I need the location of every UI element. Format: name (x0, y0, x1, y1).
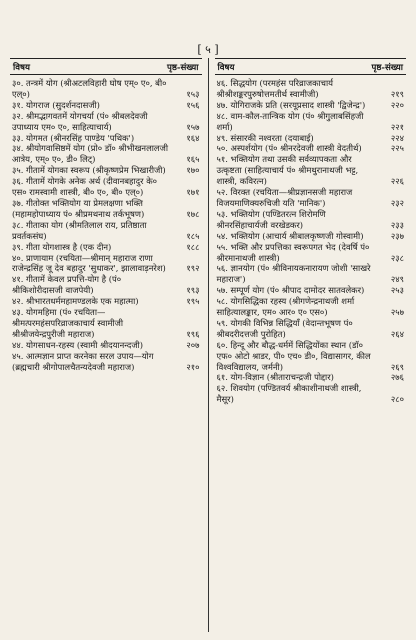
toc-entry (215, 242, 407, 264)
entry-page-number: १५६ (186, 99, 200, 110)
entry-title: ४९. संसारकी नश्वरता (दयाबाई) (216, 132, 314, 143)
entry-page-number: १८८ (186, 241, 200, 252)
entry-page-number: २०७ (186, 339, 200, 350)
toc-entry (215, 209, 407, 231)
page-number: [ ५ ] (197, 43, 219, 56)
entry-title: ४०. प्राणायाम (रचयिता—श्रीमान् महाराज राणा राजेन्द्रसिंह जू देव बहादुर 'सुधाकर', झालावाड़नरेश) (12, 252, 166, 274)
entry-title: ५०. अस्पर्शयोग (पं० श्रीनरदेवजी शास्त्री वेदतीर्थ) (216, 143, 362, 154)
entry-title: ३८. गीताका योग (श्रीमतिलाल राय, प्रतिष्ठाता प्रवर्तकसंघ) (12, 219, 147, 241)
entry-title: ४५. आत्मज्ञान प्राप्त करनेका सरल उपाय—योग (ब्रह्मचारी श्रीगोपालचैतन्यदेवजी महाराज) (12, 350, 154, 372)
entry-page-number: २३७ (390, 230, 404, 241)
toc-entry (215, 78, 407, 100)
entry-page-number: १७० (186, 165, 200, 176)
entry-page-number: २३३ (390, 219, 404, 230)
entry-page-number: २२६ (390, 176, 404, 187)
toc-entry (215, 143, 407, 154)
toc-entry (10, 133, 202, 144)
page-count-heading: पृष्ठ-संख्या (166, 62, 199, 73)
entry-page-number: १९६ (186, 328, 200, 339)
entry-title: ३४. श्रीयोगवासिष्ठमें योग (प्रो० डॉ० श्रीभीखनलालजी आत्रेय, एम्० ए०, डी० लिट्) (12, 143, 168, 165)
entry-title: ४४. योगसाधन-रहस्य (स्वामी श्रीदयानन्दजी) (12, 339, 143, 350)
entry-title: ३१. योगराज (सुदर्शनदासजी) (12, 99, 100, 110)
entry-title: ६२. शिवयोग (पण्डितवर्य श्रीकाशीनाथजी शास्त्री, मैसूर) (216, 383, 362, 405)
entry-title: ४६. सिद्धयोग (परमहंस परिव्राजकाचार्य श्रीश्रीशङ्करपुरुषोत्तमतीर्थ स्वामीजी) (216, 78, 334, 99)
entry-page-number: २५७ (390, 307, 404, 318)
toc-entry (215, 154, 407, 187)
right-entries (215, 78, 407, 632)
entry-title: ५१. भक्तियोग तथा उसकी सर्वव्यापकता और उत्कृष्टता (साहित्याचार्य पं० श्रीमथुरानाथजी भट्ट, शास्त्री, कविरत्न) (216, 154, 359, 187)
toc-entry (10, 143, 202, 165)
entry-page-number: १६४ (186, 132, 200, 143)
entry-title: ५८. योगसिद्धिका रहस्य (श्रीगणेन्द्रनाथजी शर्मा साहित्यालङ्कार, एम० आर० ए० एस०) (216, 296, 355, 318)
entry-page-number: १८५ (186, 230, 200, 241)
entry-page-number: १९५ (186, 296, 200, 307)
entry-title: ५७. सम्पूर्ण योग (पं० श्रीपाद दामोदर सातवलेकर) (216, 285, 365, 296)
entry-title: ३६. गीतामें योगके अनेक अर्थ (दीवानबहादुर के० एस० रामस्वामी शास्त्री, बी० ए०, बी० एल्०) (12, 176, 157, 198)
entry-page-number: २५३ (390, 285, 404, 296)
toc-entry (10, 198, 202, 220)
page-count-heading: पृष्ठ-संख्या (371, 62, 403, 73)
entry-title: ३३. योगमत (श्रीनरसिंह पाण्डेय 'पथिक') (12, 132, 135, 143)
toc-entry (10, 274, 202, 296)
entry-title: ३०. तन्त्रमें योग (श्रीअटलविहारी घोष एम्० ए०, बी० एल्०) (12, 78, 167, 99)
toc-entry (215, 263, 407, 285)
subject-heading: विषय (13, 62, 30, 73)
toc-entry (215, 296, 407, 318)
toc-entry (10, 242, 202, 253)
toc-entry (215, 383, 407, 405)
toc-entry (215, 372, 407, 383)
entry-page-number: २२५ (390, 143, 404, 154)
toc-entry (215, 100, 407, 111)
toc-entry (10, 165, 202, 176)
toc-entry (215, 187, 407, 209)
toc-entry (215, 111, 407, 133)
left-column (10, 58, 202, 632)
entry-title: ५२. विरक्त (रचयिता—श्रीप्रज्ञानसजी महाराज विजयमाणिक्यरुचिजी यति 'मानिक') (216, 187, 353, 208)
entry-title: ३७. गीतोक्त भक्तियोग या प्रेमलक्षणा भक्ति (महामहोपाध्याय पं० श्रीप्रमथनाथ तर्कभूषण) (12, 197, 145, 219)
entry-page-number: १५३ (186, 88, 200, 99)
toc-entry (215, 231, 407, 242)
toc-entry (10, 307, 202, 340)
right-column-header (215, 58, 407, 75)
entry-title: ५९. योगकी विभिन्न सिद्धियाँ (वेदान्तभूषण पं० श्रीबदरीदत्तजी पुरोहित) (216, 317, 353, 339)
toc-entry (10, 351, 202, 373)
entry-page-number: २२४ (390, 132, 404, 143)
toc-entry (10, 100, 202, 111)
entry-page-number: २१९ (390, 88, 404, 99)
entry-title: ४२. श्रीभारतधर्ममहामण्डलके एक महात्मा) (12, 296, 139, 307)
entry-title: ५५. भक्ति और प्रपत्तिका स्वरूपगत भेद (देवर्षि पं० श्रीरमानाथजी शास्त्री) (216, 241, 370, 263)
contents-table (10, 58, 406, 632)
toc-entry (10, 220, 202, 242)
entry-page-number: २३८ (390, 252, 404, 263)
entry-title: ३५. गीतामें योगका स्वरूप (श्रीकृष्णप्रेम भिखारीजी) (12, 165, 166, 176)
entry-title: ६०. हिन्दू और बौद्ध-धर्ममें सिद्धियोंका स्थान (डॉ० एफ० ओटो श्राडर, पी० एच० डी०, विद्यासागर, कील विश्वविद्यालय, जर्मनी) (216, 339, 371, 372)
entry-page-number: २४९ (390, 274, 404, 285)
entry-page-number: २६९ (390, 361, 404, 372)
entry-title: ३२. श्रीमद्भागवतमें योगचर्या (पं० श्रीबलदेवजी उपाध्याय एम० ए०, साहित्याचार्य) (12, 110, 148, 132)
entry-title: ५४. भक्तियोग (आचार्य श्रीबालकृष्णजी गोस्वामी) (216, 230, 364, 241)
toc-entry (10, 111, 202, 133)
right-column (215, 58, 407, 632)
entry-page-number: १७१ (186, 187, 200, 198)
entry-page-number: २७६ (390, 372, 404, 383)
entry-page-number: २३२ (390, 197, 404, 208)
toc-entry (10, 296, 202, 307)
entry-page-number: १६५ (186, 154, 200, 165)
entry-page-number: १९२ (186, 263, 200, 274)
toc-entry (10, 78, 202, 100)
left-column-header (10, 58, 202, 75)
toc-entry (215, 340, 407, 373)
toc-entry (10, 176, 202, 198)
entry-page-number: १९३ (186, 285, 200, 296)
entry-title: ५३. भक्तियोग (पण्डितरत्न शिरोमणि श्रीनरसिंहाचार्यजी वरखेडकर) (216, 208, 326, 230)
entry-page-number: १७८ (186, 208, 200, 219)
entry-page-number: २२१ (390, 121, 404, 132)
entry-title: ६१. योग-विज्ञान (श्रीताराचन्द्रजी पोद्दार) (216, 372, 334, 383)
toc-entry (215, 318, 407, 340)
entry-title: ४८. वाम-कौल-तान्त्रिक योग (पं० श्रीगुलाबसिंहजी शर्मा) (216, 110, 364, 132)
entry-title: ४१. गीतामें केवल प्रपत्ति-योग है (पं० श्रीकिशोरीदासजी वाजपेयी) (12, 274, 122, 296)
entry-title: ३९. गीता योगशास्त्र है (एक दीन) (12, 241, 112, 252)
entry-page-number: २८० (390, 394, 404, 405)
left-entries (10, 78, 202, 632)
toc-entry (215, 285, 407, 296)
toc-entry (10, 253, 202, 275)
toc-entry (10, 340, 202, 351)
entry-page-number: १५७ (186, 121, 200, 132)
subject-heading: विषय (217, 62, 235, 73)
entry-page-number: २२० (390, 99, 404, 110)
column-divider (208, 58, 209, 632)
entry-title: ४७. योगिराजके प्रति (सरयूप्रसाद शास्त्री 'द्विजेन्द्र') (216, 99, 366, 110)
entry-title: ५६. ज्ञानयोग (पं० श्रीविनायकनारायण जोशी 'साखरे महाराज') (216, 263, 371, 285)
entry-page-number: २६४ (390, 328, 404, 339)
entry-page-number: २१० (186, 361, 200, 372)
entry-title: ४३. योगमहिमा (पं० रचयिता—श्रीमत्परमहंसपरिव्राजकाचार्य स्वामीजी श्रीश्रीजयेन्द्रपुरीजी महाराज) (12, 307, 124, 339)
toc-entry (215, 133, 407, 144)
